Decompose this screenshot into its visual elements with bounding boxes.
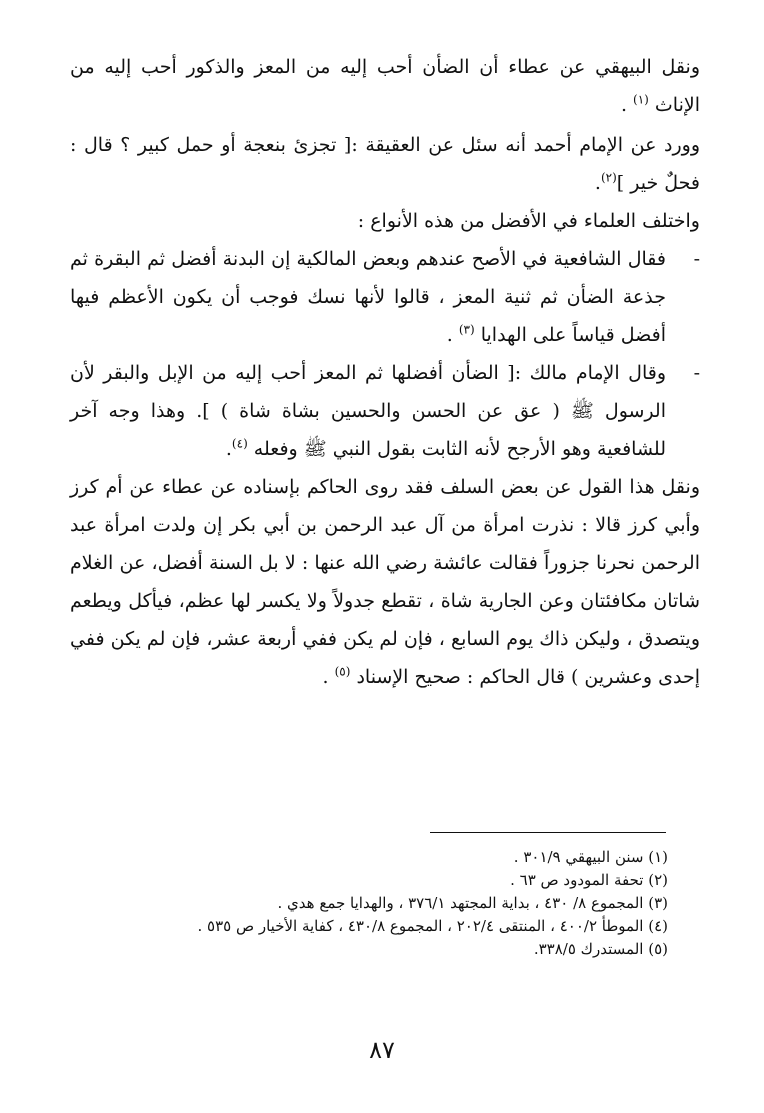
footnotes bbox=[80, 846, 668, 961]
main-text bbox=[70, 48, 700, 696]
footnote-4: (٤) الموطأ ٤٠٠/٢ ، المنتقى ٢٠٢/٤ ، المجموع ٤٣٠/٨ ، كفاية الأخيار ص ٥٣٥ . bbox=[197, 917, 668, 935]
footnote-3: (٣) المجموع ٨/ ٤٣٠ ، بداية المجتهد ٣٧٦/١ ، والهدايا جمع هدي . bbox=[277, 894, 668, 912]
bullet-text-malik: وقال الإمام مالك :[ الضأن أفضلها ثم المعز أحب إليه من الإبل والبقر لأن الرسول ﷺ ( عق عن الحسن والحسين بشاة شاة ) ]. وهذا وجه آخر للشافعية وهو الأرجح لأنه الثابت بقول النبي ﷺ وفعله $^{(٤)}$. bbox=[70, 362, 666, 460]
footnote-5: (٥) المستدرك ٣٣٨/٥. bbox=[533, 940, 668, 958]
footnote-1: (١) سنن البيهقي ٣٠١/٩ . bbox=[513, 848, 668, 866]
footnote-ref-2[interactable]: (٢) bbox=[600, 170, 617, 185]
bullet-dash: - bbox=[693, 362, 700, 384]
paragraph-bayhaqi: ونقل البيهقي عن عطاء أن الضأن أحب إليه من المعز والذكور أحب إليه من الإناث $^{(١)}$ . bbox=[70, 56, 700, 116]
footnote-ref-5[interactable]: (٥) bbox=[334, 664, 351, 679]
page-number: ٨٧ bbox=[369, 1036, 395, 1064]
bullet-text-shafiiya: فقال الشافعية في الأصح عندهم وبعض المالكية إن البدنة أفضل ثم البقرة ثم جذعة الضأن ثم ثنية المعز ، قالوا لأنها نسك فوجب أن يكون الأعظم فيها أفضل قياساً على الهدايا $^{(٣)}$ . bbox=[70, 248, 666, 346]
paragraph-ahmad: وورد عن الإمام أحمد أنه سئل عن العقيقة :[ تجزئ بنعجة أو حمل كبير ؟ قال : فحلٌ خير ]$^{(٢)}$. bbox=[70, 134, 700, 194]
paragraph-disagreement: واختلف العلماء في الأفضل من هذه الأنواع : bbox=[357, 210, 700, 232]
footnote-ref-1[interactable]: (١) bbox=[633, 92, 649, 107]
footnote-separator bbox=[430, 832, 666, 833]
bullet-shafiiya bbox=[70, 240, 700, 354]
bullet-dash: - bbox=[693, 248, 700, 270]
footnote-ref-3[interactable]: (٣) bbox=[458, 322, 475, 337]
footnote-2: (٢) تحفة المودود ص ٦٣ . bbox=[510, 871, 668, 889]
page-body bbox=[70, 48, 700, 696]
footnote-ref-4[interactable]: (٤) bbox=[231, 436, 248, 451]
bullet-malik bbox=[70, 354, 700, 468]
paragraph-hakim: ونقل هذا القول عن بعض السلف فقد روى الحاكم بإسناده عن عطاء عن أم كرز وأبي كرز قالا : نذرت امرأة من آل عبد الرحمن بن أبي بكر إن ولدت امرأة عبد الرحمن نحرنا جزوراً فقالت عائشة رضي الله عنها : لا بل السنة أفضل، عن الغلام شاتان مكافئتان وعن الجارية شاة ، تقطع جدولاً ولا يكسر لها عظم، فيأكل ويطعم ويتصدق ، وليكن ذاك يوم السابع ، فإن لم يكن ففي أربعة عشر، فإن لم يكن ففي إحدى وعشرين ) قال الحاكم : صحيح الإسناد $^{(٥)}$ . bbox=[70, 476, 700, 688]
